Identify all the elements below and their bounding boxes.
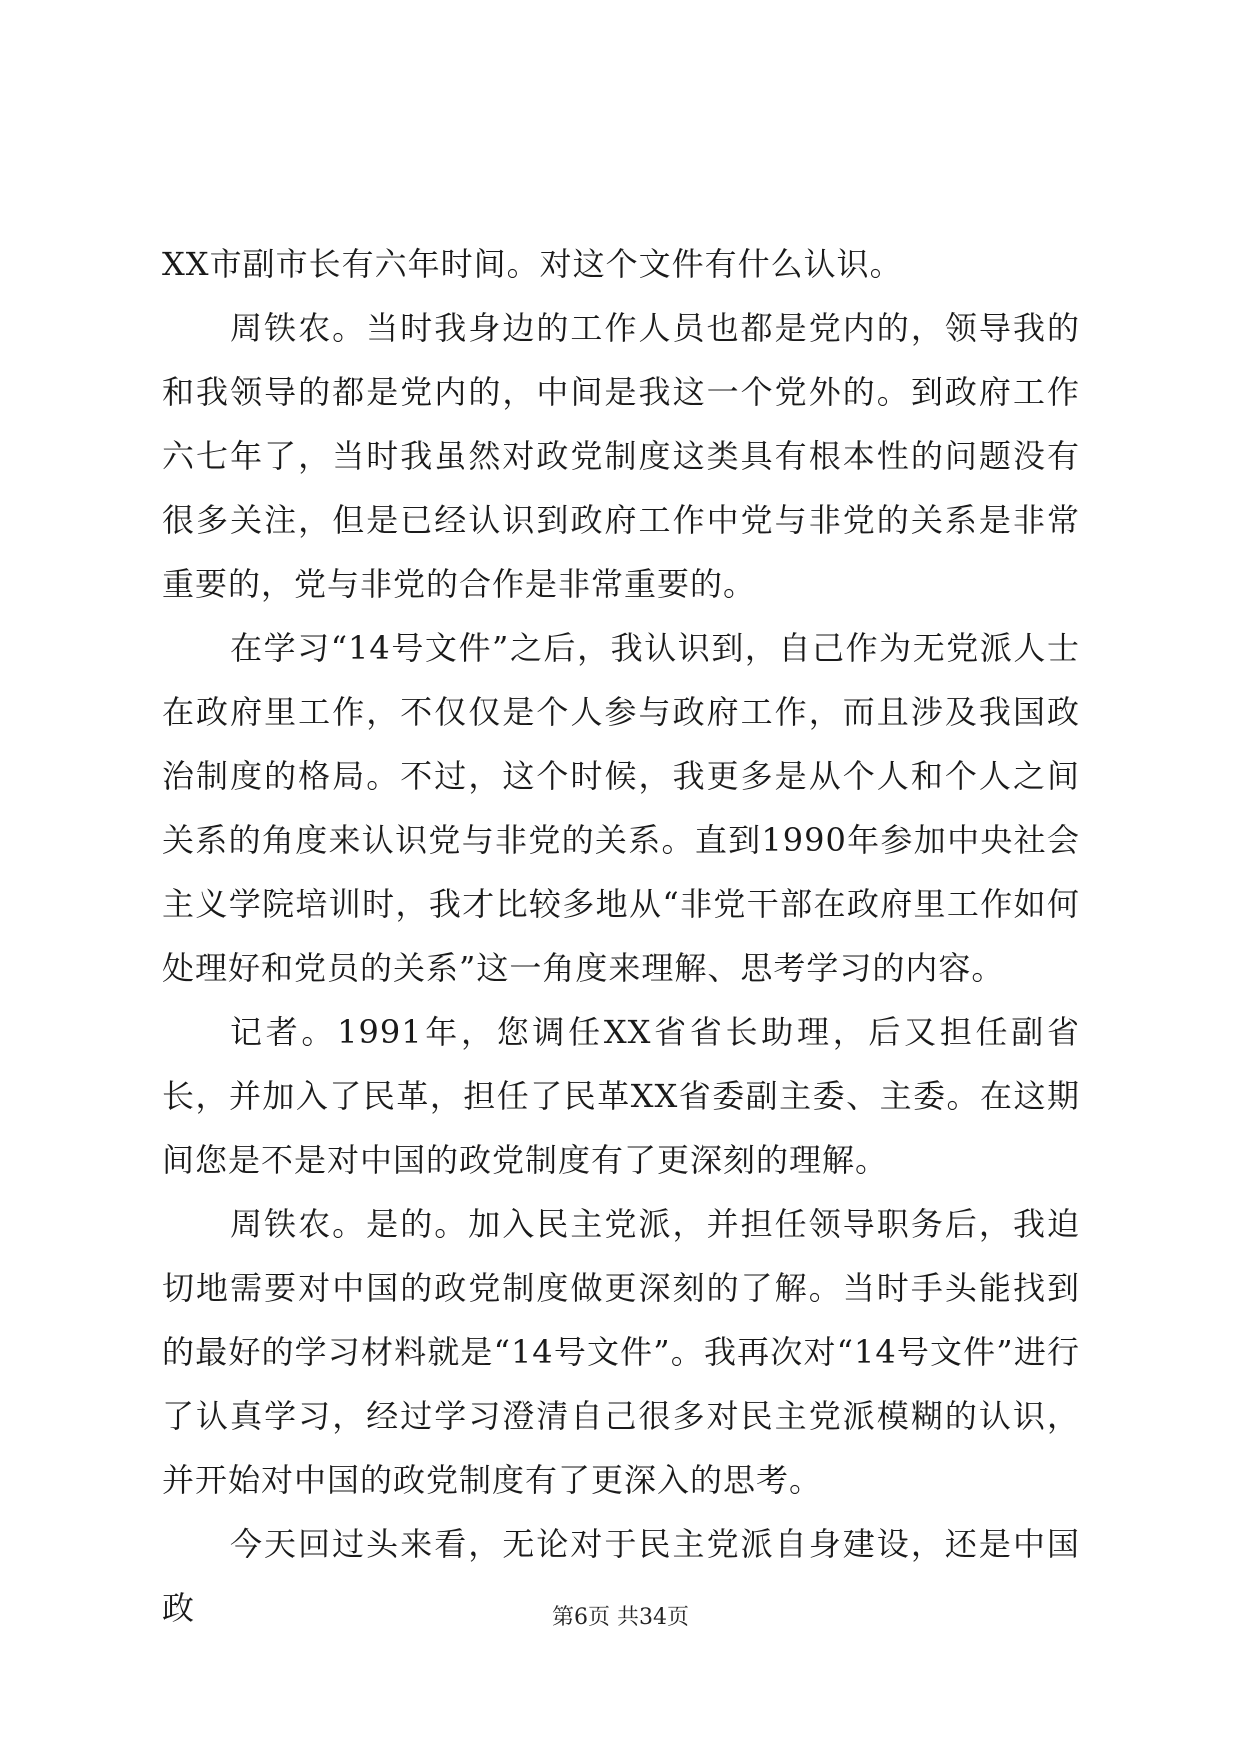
page-number-footer: 第6页 共34页	[552, 1605, 689, 1630]
document-body	[162, 232, 1080, 1640]
paragraph: 今天回过头来看，无论对于民主党派自身建设，还是中国政	[162, 1525, 1080, 1627]
paragraph: 周铁农。当时我身边的工作人员也都是党内的，领导我的和我领导的都是党内的，中间是我这一个党外的。到政府工作六七年了，当时我虽然对政党制度这类具有根本性的问题没有很多关注，但是已经认识到政府工作中党与非党的关系是非常重要的，党与非党的合作是非常重要的。	[162, 309, 1080, 603]
paragraph: XX市副市长有六年时间。对这个文件有什么认识。	[162, 245, 903, 283]
paragraph: 周铁农。是的。加入民主党派，并担任领导职务后，我迫切地需要对中国的政党制度做更深刻的了解。当时手头能找到的最好的学习材料就是“14号文件”。我再次对“14号文件”进行了认真学习，经过学习澄清自己很多对民主党派模糊的认识，并开始对中国的政党制度有了更深入的思考。	[162, 1205, 1080, 1499]
paragraph: 记者。1991年，您调任XX省省长助理，后又担任副省长，并加入了民革，担任了民革XX省委副主委、主委。在这期间您是不是对中国的政党制度有了更深刻的理解。	[162, 1013, 1080, 1179]
paragraph: 在学习“14号文件”之后，我认识到，自己作为无党派人士在政府里工作，不仅仅是个人参与政府工作，而且涉及我国政治制度的格局。不过，这个时候，我更多是从个人和个人之间关系的角度来认识党与非党的关系。直到1990年参加中央社会主义学院培训时，我才比较多地从“非党干部在政府里工作如何处理好和党员的关系”这一角度来理解、思考学习的内容。	[162, 629, 1080, 987]
